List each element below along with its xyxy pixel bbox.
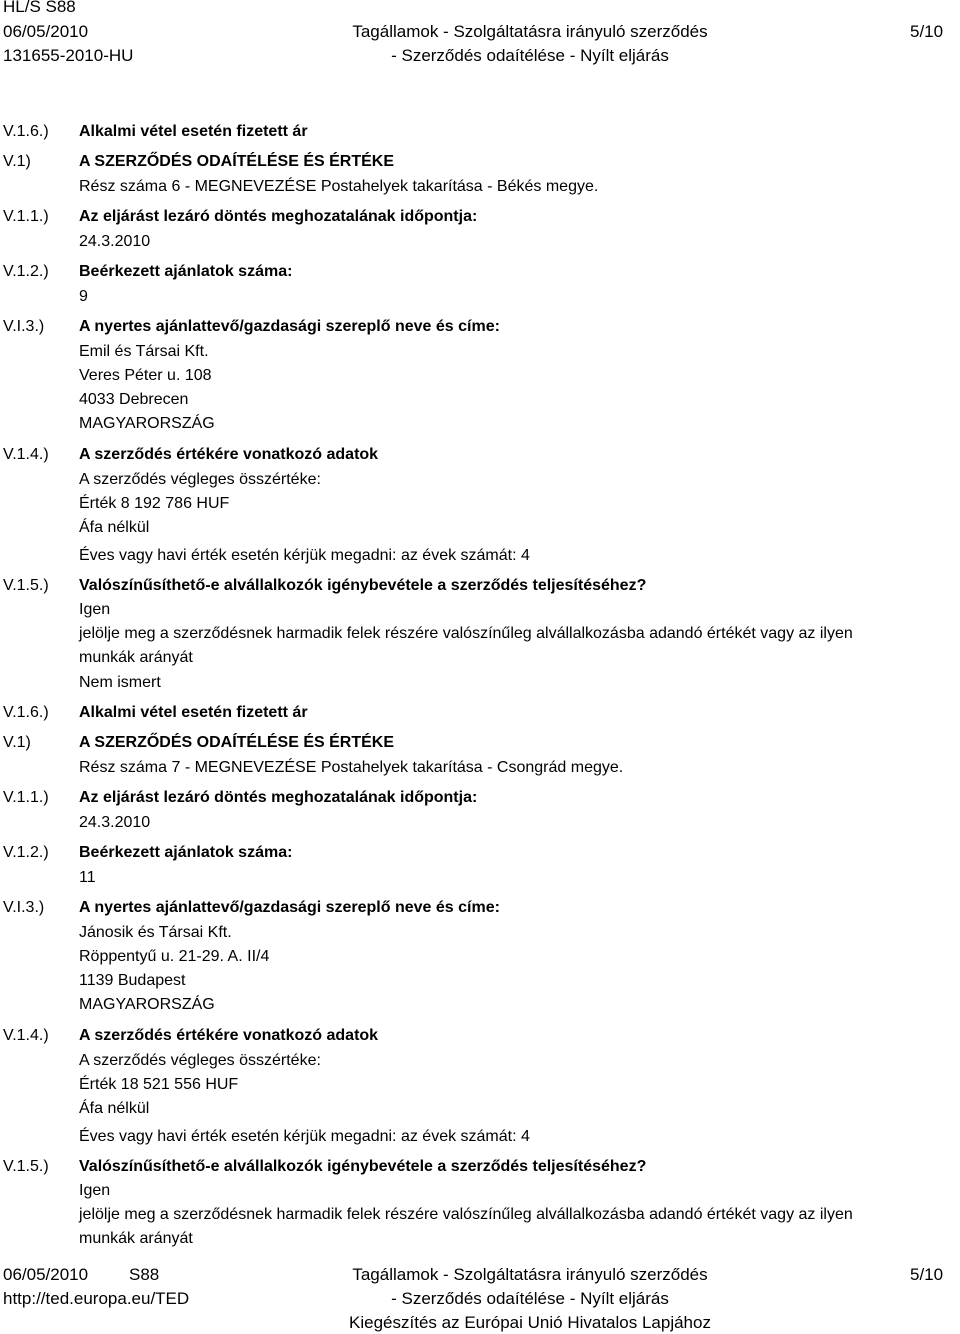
section-text: Nem ismert: [79, 674, 161, 691]
footer-title-line2: - Szerződés odaítélése - Nyílt eljárás: [391, 1289, 669, 1308]
section-heading: Alkalmi vétel esetén fizetett ár: [79, 123, 308, 140]
footer-page-number: 5/10: [910, 1265, 944, 1284]
section-number: V.1.1.): [3, 789, 49, 806]
section-heading: Az eljárást lezáró döntés meghozatalának időpontja:: [79, 789, 478, 806]
section-number: V.1.5.): [3, 1158, 49, 1175]
header-title-line2: - Szerződés odaítélése - Nyílt eljárás: [391, 46, 669, 65]
section-heading: Valószínűsíthető-e alvállalkozók igénybevétele a szerződés teljesítéséhez?: [79, 1158, 647, 1175]
section-text: 24.3.2010: [79, 233, 151, 250]
section-number: V.1.2.): [3, 844, 49, 861]
section-text: Rész száma 7 - MEGNEVEZÉSE Postahelyek takarítása - Csongrád megye.: [79, 759, 624, 776]
section-text: Emil és Társai Kft.: [79, 343, 209, 360]
section-heading: A nyertes ajánlattevő/gazdasági szereplő neve és címe:: [79, 318, 500, 335]
section-text: Éves vagy havi érték esetén kérjük megadni: az évek számát: 4: [79, 1128, 530, 1145]
section-number: V.1): [3, 153, 31, 170]
section-number: V.1.4.): [3, 1027, 49, 1044]
section-text: Igen: [79, 1182, 111, 1199]
section-number: V.I.3.): [3, 318, 45, 335]
section-text: jelölje meg a szerződésnek harmadik felek részére valószínűleg alvállalkozásba adandó értékét vagy az ilyen: [79, 1206, 853, 1223]
section-text: jelölje meg a szerződésnek harmadik felek részére valószínűleg alvállalkozásba adandó értékét vagy az ilyen: [79, 625, 853, 642]
header-title-line1: Tagállamok - Szolgáltatásra irányuló szerződés: [352, 22, 708, 41]
section-heading: A szerződés értékére vonatkozó adatok: [79, 1027, 379, 1044]
section-heading: Alkalmi vétel esetén fizetett ár: [79, 704, 308, 721]
header-page-number: 5/10: [910, 22, 944, 41]
section-heading: Beérkezett ajánlatok száma:: [79, 263, 293, 280]
section-heading: A SZERZŐDÉS ODAÍTÉLÉSE ÉS ÉRTÉKE: [79, 734, 395, 751]
section-number: V.I.3.): [3, 899, 45, 916]
section-text: 1139 Budapest: [79, 972, 186, 989]
section-number: V.1.1.): [3, 208, 49, 225]
footer-url[interactable]: http://ted.europa.eu/TED: [3, 1289, 190, 1308]
section-number: V.1): [3, 734, 31, 751]
section-number: V.1.6.): [3, 123, 49, 140]
section-text: Áfa nélkül: [79, 1100, 150, 1117]
section-number: V.1.2.): [3, 263, 49, 280]
footer-date: 06/05/2010: [3, 1265, 89, 1284]
footer-title-line3: Kiegészítés az Európai Unió Hivatalos Lapjához: [349, 1313, 711, 1332]
section-number: V.1.4.): [3, 446, 49, 463]
section-text: Veres Péter u. 108: [79, 367, 212, 384]
section-text: Érték 8 192 786 HUF: [79, 495, 230, 512]
section-text: Rész száma 6 - MEGNEVEZÉSE Postahelyek takarítása - Békés megye.: [79, 178, 599, 195]
section-text: Röppentyű u. 21-29. A. II/4: [79, 948, 270, 965]
section-text: 9: [79, 288, 88, 305]
section-number: V.1.5.): [3, 577, 49, 594]
section-text: munkák arányát: [79, 649, 193, 666]
section-text: MAGYARORSZÁG: [79, 996, 215, 1013]
section-heading: Beérkezett ajánlatok száma:: [79, 844, 293, 861]
section-heading: A nyertes ajánlattevő/gazdasági szereplő neve és címe:: [79, 899, 500, 916]
section-heading: Valószínűsíthető-e alvállalkozók igénybevétele a szerződés teljesítéséhez?: [79, 577, 647, 594]
section-text: Jánosik és Társai Kft.: [79, 924, 232, 941]
section-text: Éves vagy havi érték esetén kérjük megadni: az évek számát: 4: [79, 547, 530, 564]
section-heading: A SZERZŐDÉS ODAÍTÉLÉSE ÉS ÉRTÉKE: [79, 153, 395, 170]
section-number: V.1.6.): [3, 704, 49, 721]
section-text: Igen: [79, 601, 111, 618]
footer-journal: S88: [129, 1265, 160, 1284]
section-heading: Az eljárást lezáró döntés meghozatalának időpontja:: [79, 208, 478, 225]
section-text: 24.3.2010: [79, 814, 151, 831]
section-text: munkák arányát: [79, 1230, 193, 1247]
section-text: Áfa nélkül: [79, 519, 150, 536]
section-text: A szerződés végleges összértéke:: [79, 1052, 321, 1069]
section-text: 11: [79, 869, 96, 886]
section-text: A szerződés végleges összértéke:: [79, 471, 321, 488]
header-date: 06/05/2010: [3, 22, 89, 41]
journal-code: HL/S S88: [3, 0, 76, 16]
section-text: Érték 18 521 556 HUF: [79, 1076, 239, 1093]
section-text: MAGYARORSZÁG: [79, 415, 215, 432]
section-heading: A szerződés értékére vonatkozó adatok: [79, 446, 379, 463]
footer-title-line1: Tagállamok - Szolgáltatásra irányuló szerződés: [352, 1265, 708, 1284]
section-text: 4033 Debrecen: [79, 391, 189, 408]
document-id: 131655-2010-HU: [3, 46, 134, 65]
